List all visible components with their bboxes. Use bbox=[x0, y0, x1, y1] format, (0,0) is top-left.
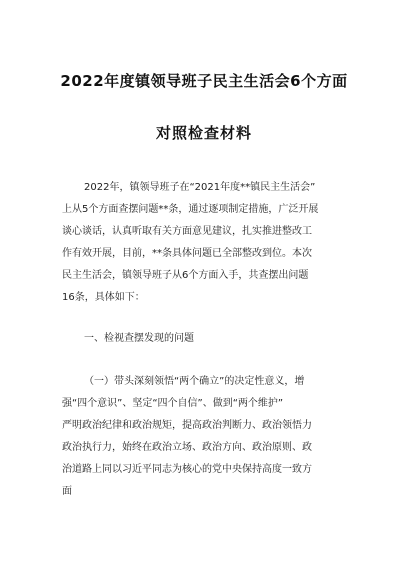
section-heading-text: 一、检视查摆发现的问题 bbox=[84, 333, 194, 344]
item-1-line: （一）带头深刻领悟“两个确立”的决定性意义，增 bbox=[84, 376, 305, 387]
intro-line: 作有效开展，目前，**条具体问题已全部整改到位。本次 bbox=[62, 248, 312, 259]
item-1-line: 政治执行力，始终在政治立场、政治方向、政治原则、政 bbox=[62, 442, 312, 453]
intro-line: 2022年，镇领导班子在“2021年度**镇民主生活会” bbox=[84, 182, 316, 193]
intro-line: 谈心谈话，认真听取有关方面意见建议，扎实推进整改工 bbox=[62, 226, 312, 237]
document-title-line-2: 对照检查材料 bbox=[155, 124, 252, 142]
intro-line: 16条，具体如下： bbox=[62, 292, 145, 303]
item-1-line: 面 bbox=[62, 486, 72, 497]
intro-line: 上从5个方面查摆问题**条，通过逐项制定措施，广泛开展 bbox=[62, 204, 319, 215]
item-1-line: 严明政治纪律和政治规矩，提高政治判断力、政治领悟力 bbox=[62, 420, 312, 431]
item-1-paragraph bbox=[62, 371, 348, 503]
intro-paragraph bbox=[62, 177, 348, 309]
item-1-line: 强“四个意识”、坚定“四个自信”、做到“两个维护” bbox=[62, 398, 284, 409]
section-heading bbox=[62, 328, 348, 350]
item-1-line: 治道路上同以习近平同志为核心的党中央保持高度一致方 bbox=[62, 464, 312, 475]
document-title-line-1: 2022年度镇领导班子民主生活会6个方面 bbox=[60, 72, 348, 90]
intro-line: 民主生活会，镇领导班子从6个方面入手，共查摆出问题 bbox=[62, 270, 309, 281]
